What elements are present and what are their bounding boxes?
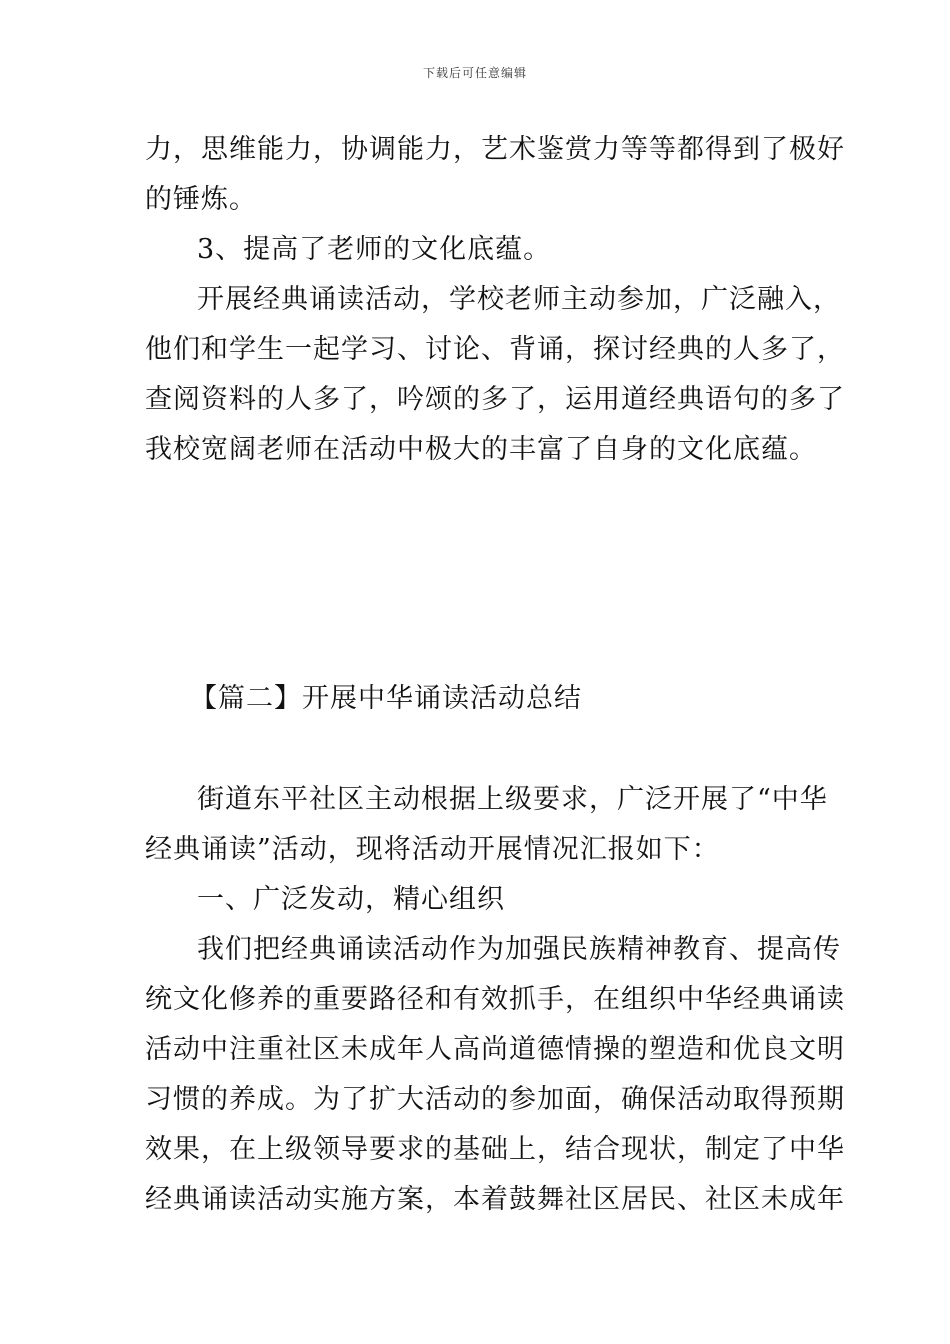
paragraph-line: 的锤炼。 <box>145 184 257 215</box>
page-header-note: 下载后可任意编辑 <box>422 66 527 80</box>
paragraph-line: 经典诵读活动实施方案，本着鼓舞社区居民、社区未成年 <box>145 1184 845 1215</box>
paragraph-line: 他们和学生一起学习、讨论、背诵，探讨经典的人多了， <box>145 334 845 365</box>
paragraph-line: 查阅资料的人多了，吟颂的多了，运用道经典语句的多了 <box>145 384 845 415</box>
paragraph-line: 街道东平社区主动根据上级要求，广泛开展了“中华 <box>197 784 828 815</box>
paragraph-line: 3、提高了老师的文化底蕴。 <box>197 234 552 265</box>
paragraph-line: 习惯的养成。为了扩大活动的参加面，确保活动取得预期 <box>145 1084 845 1115</box>
paragraph-line: 效果，在上级领导要求的基础上，结合现状，制定了中华 <box>145 1134 845 1165</box>
paragraph-line: 我校宽阔老师在活动中极大的丰富了自身的文化底蕴。 <box>145 434 817 465</box>
paragraph-line: 我们把经典诵读活动作为加强民族精神教育、提高传 <box>197 934 841 965</box>
paragraph-line: 力，思维能力，协调能力，艺术鉴赏力等等都得到了极好 <box>145 134 845 165</box>
paragraph-line: 经典诵读”活动，现将活动开展情况汇报如下： <box>145 834 720 865</box>
paragraph-line: 统文化修养的重要路径和有效抓手，在组织中华经典诵读 <box>145 984 845 1015</box>
paragraph-line: 活动中注重社区未成年人高尚道德情操的塑造和优良文明 <box>145 1034 845 1065</box>
section-title: 【篇二】开展中华诵读活动总结 <box>190 683 582 714</box>
paragraph-line: 一、广泛发动，精心组织 <box>197 884 505 915</box>
paragraph-line: 开展经典诵读活动，学校老师主动参加，广泛融入， <box>197 284 841 315</box>
